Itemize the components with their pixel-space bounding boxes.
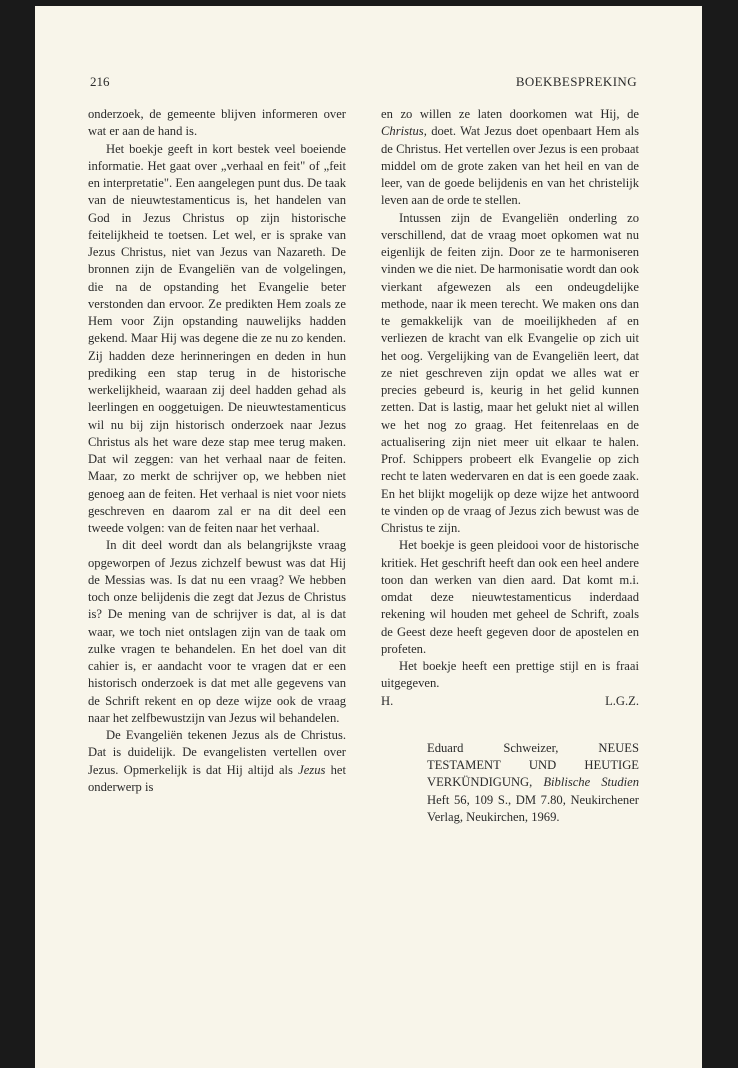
section-title: BOEKBESPREKING: [515, 74, 637, 89]
paragraph: In dit deel wordt dan als belangrijkste vraag opgeworpen of Jezus zichzelf bewust was dat Hij de Messias was. Is dat nu een vraag? We hebben toch onze belijdenis die zegt dat Jezus de Christus is? De mening van de schrijver is dat, al is dat waar, we toch niet ontslagen zijn van de taak om zulke vragen te behandelen. En het doel van dit cahier is, er aandacht voor te vragen dat er een historisch onderzoek is dat met alle gegevens van de Schrift rekent en op deze wijze ook de vraag naar het zelfbewustzijn van Jezus wil behandelen.: [88, 538, 346, 725]
italic-word: Jezus: [298, 762, 326, 777]
italic-word: Christus,: [381, 124, 427, 139]
book-author-title: Eduard Schweizer, NEUES TESTAMENT UND HEUTIGE VERKÜNDIGUNG,: [427, 740, 639, 790]
paragraph-text: en zo willen ze laten doorkomen wat Hij, de: [381, 107, 639, 121]
paragraph-text: doet. Wat Jezus doet openbaart Hem als de Christus. Het vertellen over Jezus is een probaat middel om de grote zaken van het heil en van de leer, van de goede belijdenis en van het christelijk leven aan de orde te stellen.: [381, 124, 639, 208]
book-series: Biblische Studien: [543, 775, 639, 790]
paragraph: Het boekje heeft een prettige stijl en is fraai uitgegeven.: [381, 659, 639, 691]
running-header: [90, 74, 637, 94]
paragraph: [381, 106, 639, 210]
left-column: [88, 106, 346, 796]
paragraph-tail: het onderwerp is: [88, 762, 346, 794]
book-details: Heft 56, 109 S., DM 7.80, Neukirchener Verlag, Neukirchen, 1969.: [427, 792, 639, 824]
paragraph: Intussen zijn de Evangeliën onderling zo verschillend, dat de vraag moet opkomen wat nu eigenlijk de feiten zijn. Door ze te harmoniseren vinden we die niet. De harmonisatie wordt dan ook vierkant afgewezen als een ondeugdelijke methode, naar ik meen terecht. We maken ons dan te gemakkelijk van de moeilijkheden af en verliezen de kracht van elk Evangelie op zich uit het oog. Vergelijking van de Evangeliën leert, dat ze niet geschreven zijn opdat we alles wat er precies gebeurd is, keurig in het gelid kunnen zetten. Dat is lastig, maar het gelukt niet al willen we het nog zo graag. Het feitenrelaas en de actualisering zijn niet meer uit elkaar te halen. Prof. Schippers probeert elk Evangelie op zich recht te laten wedervaren en dat is een goede zaak. En het blijkt mogelijk op deze wijze het antwoord te vinden op de vraag of Jezus zich bewust was de Christus te zijn.: [381, 210, 639, 535]
paragraph: [88, 727, 346, 796]
page-number: 216: [90, 74, 110, 89]
right-column: [381, 106, 639, 826]
paragraph: Het boekje is geen pleidooi voor de historische kritiek. Het geschrift heeft dan ook een heel andere toon dan werken van dien aard. Dat komt m.i. omdat deze nieuwtestamenticus inderdaad rekening wil houden met geheel de Schrift, zoals de Geest deze heeft gegeven door de apostelen en profeten.: [381, 538, 639, 656]
paragraph: onderzoek, de gemeente blijven informeren over wat er aan de hand is.: [88, 107, 346, 139]
paragraph-text: De Evangeliën tekenen Jezus als de Christus. Dat is duidelijk. De evangelisten vertellen over Jezus. Opmerkelijk is dat Hij altijd als: [88, 728, 346, 777]
signature-line: [381, 693, 639, 710]
signature-initial: H.: [381, 693, 394, 708]
reviewer-initials: L.G.Z.: [605, 693, 639, 708]
book-reference: [427, 740, 639, 826]
paragraph: Het boekje geeft in kort bestek veel boeiende informatie. Het gaat over „verhaal en feit" of „feit en interpretatie". Een aangelegen punt dus. De taak van de nieuwtestamenticus is, het handelen van God in Jezus Christus op zijn historische feitelijkheid te toetsen. Let wel, er is sprake van Jezus Christus, niet van Jezus van Nazareth. De bronnen zijn de Evangeliën van de volgelingen, die na de opstanding het Evangelie beter verstonden dan ervoor. Ze predikten Hem zoals ze Hem voor Zijn opstanding nauwelijks hadden gekend. Maar Hij was degene die ze nu zo kenden. Zij hadden deze herinneringen en deden in hun prediking een stap terug in de historische werkelijkheid, waaraan zij deel hadden gehad als leerlingen en ooggetuigen. De nieuwtestamenticus wil nu bij zijn historisch onderzoek naar Jezus Christus als het ware deze stap mee terug maken. Dat wil zeggen: van het verhaal naar de feiten. Maar, zo merkt de schrijver op, we hebben niet genoeg aan de feiten. Het verhaal is niet voor niets geschreven en daarom zal er na dit deel een tweede volgen: van de feiten naar het verhaal.: [88, 141, 346, 535]
